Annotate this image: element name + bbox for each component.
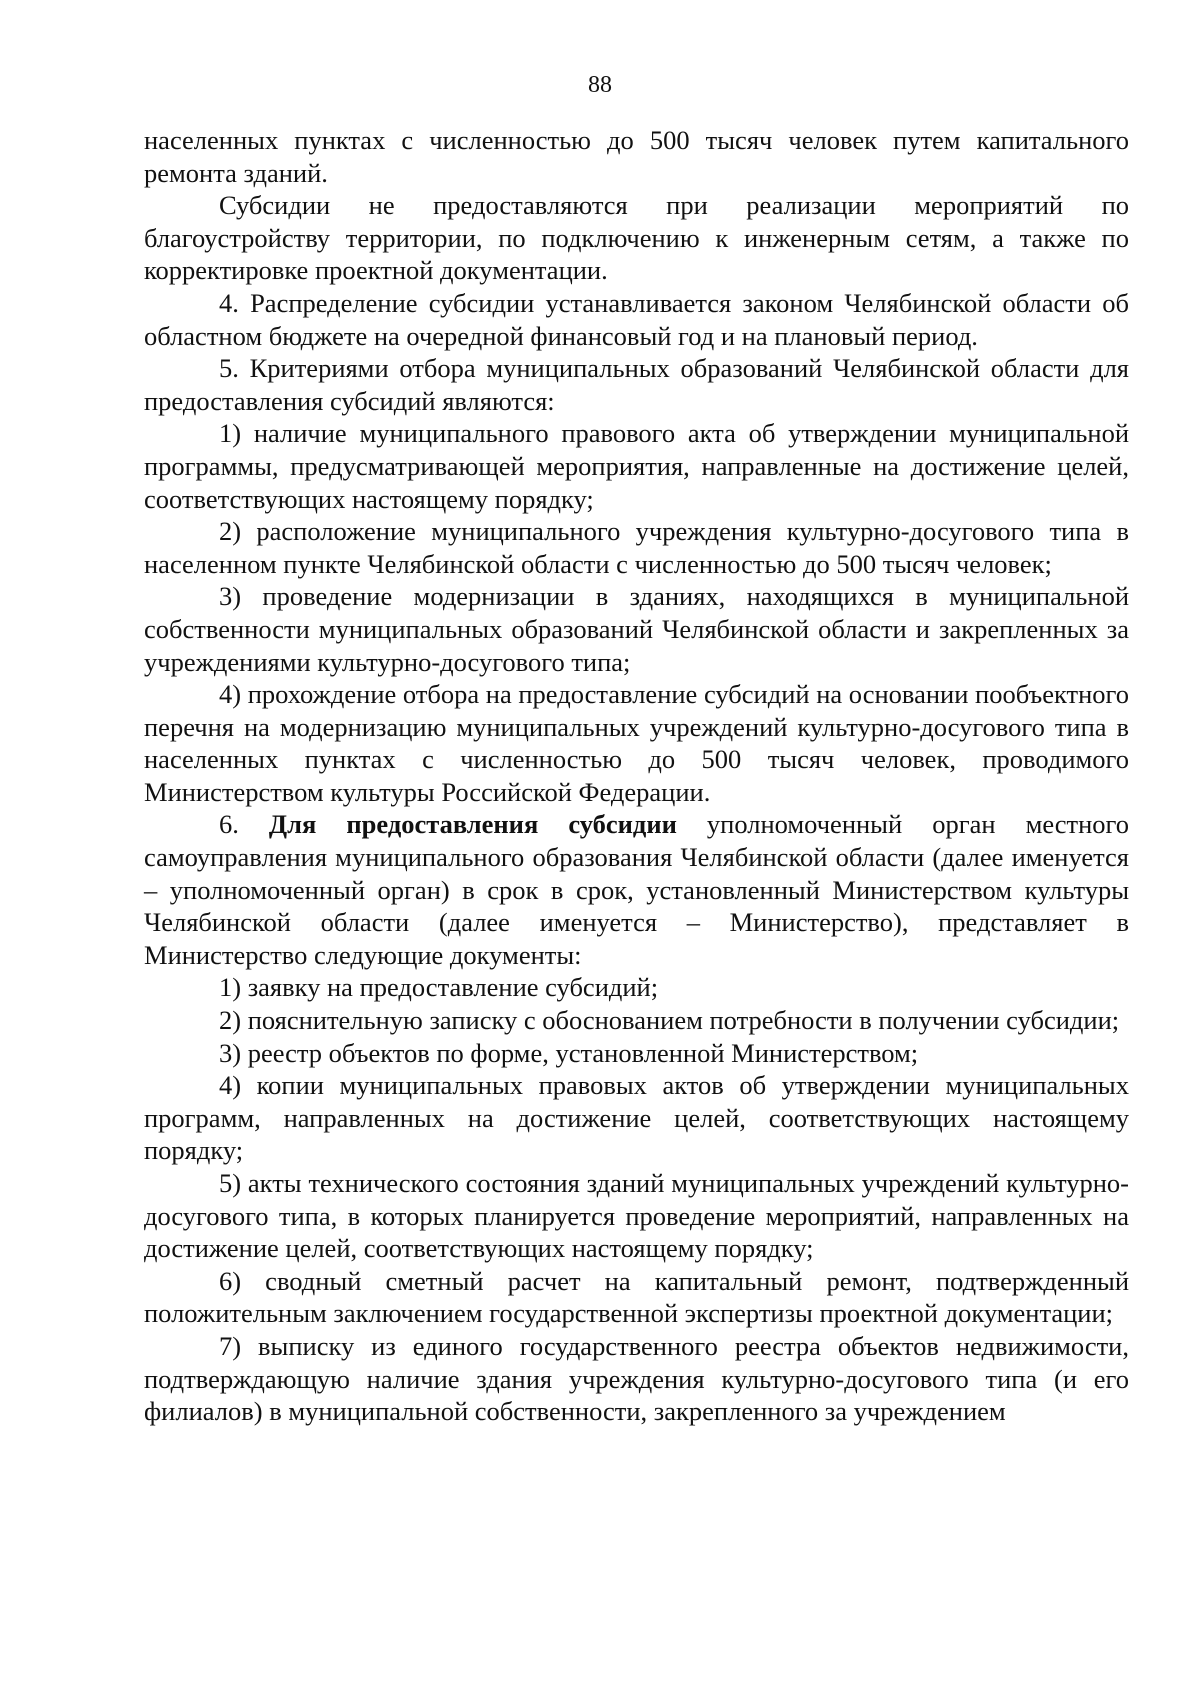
document-item-5: 5) акты технического состояния зданий муниципальных учреждений культурно-досугового типа, в которых планируется проведение мероприятий, направленных на достижение целей, соответствующих настоящему порядку; [144, 1168, 1129, 1264]
document-item-2: 2) пояснительную записку с обоснованием потребности в получении субсидии; [219, 1005, 1120, 1036]
paragraph-6-bold: Для предоставления субсидии [268, 809, 677, 840]
paragraph-6-rest: уполномоченный орган местного самоуправления муниципального образования Челябинской области (далее именуется – уполномоченный орган) в срок в срок, установленный Министерством культуры Челябинской области (далее именуется – Министерство), представляет в Министерство следующие документы: [144, 809, 1129, 970]
paragraph-6-documents [144, 808, 1129, 971]
document-item-1: 1) заявку на предоставление субсидий; [219, 972, 659, 1003]
paragraph-continuation: населенных пунктах с численностью до 500 тысяч человек путем капитального ремонта зданий. [144, 125, 1129, 188]
criterion-4: 4) прохождение отбора на предоставление субсидий на основании пообъектного перечня на модернизацию муниципальных учреждений культурно-досугового типа в населенных пунктах с численностью до 500 тысяч человек, проводимого Министерством культуры Российской Федерации. [144, 679, 1129, 807]
document-item-6: 6) сводный сметный расчет на капитальный ремонт, подтвержденный положительным заключением государственной экспертизы проектной документации; [144, 1265, 1129, 1329]
document-item-7: 7) выписку из единого государственного реестра объектов недвижимости, подтверждающую наличие здания учреждения культурно-досугового типа (и его филиалов) в муниципальной собственности, закрепленного за учреждением [144, 1330, 1129, 1427]
criterion-1: 1) наличие муниципального правового акта об утверждении муниципальной программы, предусматривающей мероприятия, направленные на достижение целей, соответствующих настоящему порядку; [144, 418, 1129, 514]
paragraph-4-distribution: 4. Распределение субсидии устанавливается законом Челябинской области об областном бюджете на очередной финансовый год и на плановый период. [144, 287, 1129, 351]
criterion-3: 3) проведение модернизации в зданиях, находящихся в муниципальной собственности муниципальных образований Челябинской области и закрепленных за учреждениями культурно-досугового типа; [144, 581, 1129, 677]
paragraph-5-criteria: 5. Критериями отбора муниципальных образований Челябинской области для предоставления субсидий являются: [144, 353, 1129, 416]
criterion-2: 2) расположение муниципального учреждения культурно-досугового типа в населенном пункте Челябинской области с численностью до 500 тысяч человек; [144, 516, 1129, 579]
document-item-4: 4) копии муниципальных правовых актов об утверждении муниципальных программ, направленных на достижение целей, соответствующих настоящему порядку; [144, 1070, 1129, 1166]
document-item-3: 3) реестр объектов по форме, установленной Министерством; [219, 1037, 919, 1068]
paragraph-6-prefix: 6. [219, 809, 269, 840]
page-number: 88 [588, 72, 612, 98]
paragraph-subsidy-exclusions: Субсидии не предоставляются при реализации мероприятий по благоустройству территории, по подключению к инженерным сетям, а также по корректировке проектной документации. [144, 190, 1129, 286]
document-body [144, 124, 1129, 1428]
